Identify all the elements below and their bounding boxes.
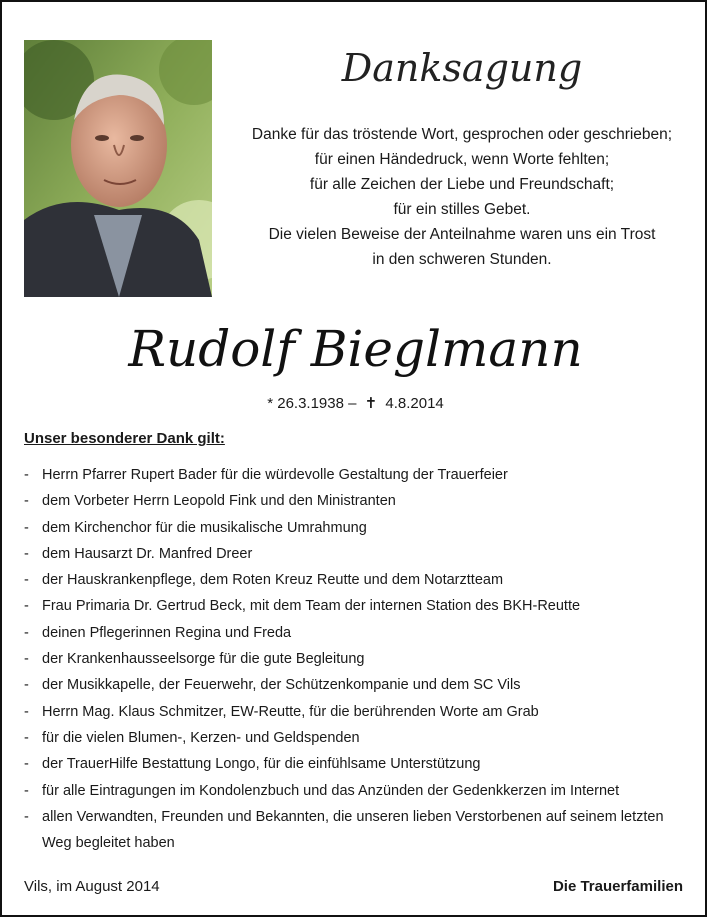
heading-danksagung: Danksagung <box>341 46 583 90</box>
list-item: - Frau Primaria Dr. Gertrud Beck, mit dem Team der internen Station des BKH-Reutte <box>24 593 684 619</box>
list-item: - für alle Eintragungen im Kondolenzbuch und das Anzünden der Gedenkkerzen im Internet <box>24 778 684 804</box>
thanks-line: für ein stilles Gebet. <box>393 201 531 218</box>
birth-date: * 26.3.1938 – <box>267 395 357 412</box>
list-item: - Herrn Mag. Klaus Schmitzer, EW-Reutte, für die berührenden Worte am Grab <box>24 699 684 725</box>
place-date: Vils, im August 2014 <box>24 878 160 895</box>
list-item: - der Hauskrankenpflege, dem Roten Kreuz Reutte und dem Notarztteam <box>24 567 684 593</box>
signature: Die Trauerfamilien <box>552 878 683 895</box>
thanks-line: für alle Zeichen der Liebe und Freundschaft; <box>309 176 615 193</box>
list-item: - Herrn Pfarrer Rupert Bader für die würdevolle Gestaltung der Trauerfeier <box>24 462 684 488</box>
list-item: - dem Vorbeter Herrn Leopold Fink und den Ministranten <box>24 488 684 514</box>
thanks-line: Die vielen Beweise der Anteilnahme waren uns ein Trost <box>268 226 656 243</box>
thanks-line: für einen Händedruck, wenn Worte fehlten; <box>314 151 610 168</box>
deceased-name: Rudolf Bieglmann <box>128 320 583 378</box>
thanks-line: in den schweren Stunden. <box>372 251 552 268</box>
thanks-poem <box>230 122 694 272</box>
list-item: - der Krankenhausseelsorge für die gute Begleitung <box>24 646 684 672</box>
list-item: - der TrauerHilfe Bestattung Longo, für die einfühlsame Unterstützung <box>24 751 684 777</box>
cross-icon: ✝ <box>364 395 378 412</box>
thanks-line: Danke für das tröstende Wort, gesprochen oder geschrieben; <box>251 126 673 143</box>
list-item: - deinen Pflegerinnen Regina und Freda <box>24 620 684 646</box>
list-item: - dem Hausarzt Dr. Manfred Dreer <box>24 541 684 567</box>
list-item: - für die vielen Blumen-, Kerzen- und Geldspenden <box>24 725 684 751</box>
life-dates <box>2 394 707 412</box>
death-date: 4.8.2014 <box>385 395 444 412</box>
list-item: - dem Kirchenchor für die musikalische Umrahmung <box>24 515 684 541</box>
list-item: - der Musikkapelle, der Feuerwehr, der Schützenkompanie und dem SC Vils <box>24 672 684 698</box>
special-thanks-heading: Unser besonderer Dank gilt: <box>24 430 225 447</box>
list-item: - allen Verwandten, Freunden und Bekannten, die unseren lieben Verstorbenen auf seinem letzten Weg begleitet haben <box>24 804 684 857</box>
portrait-photo <box>24 40 212 297</box>
special-thanks-list <box>24 462 684 856</box>
